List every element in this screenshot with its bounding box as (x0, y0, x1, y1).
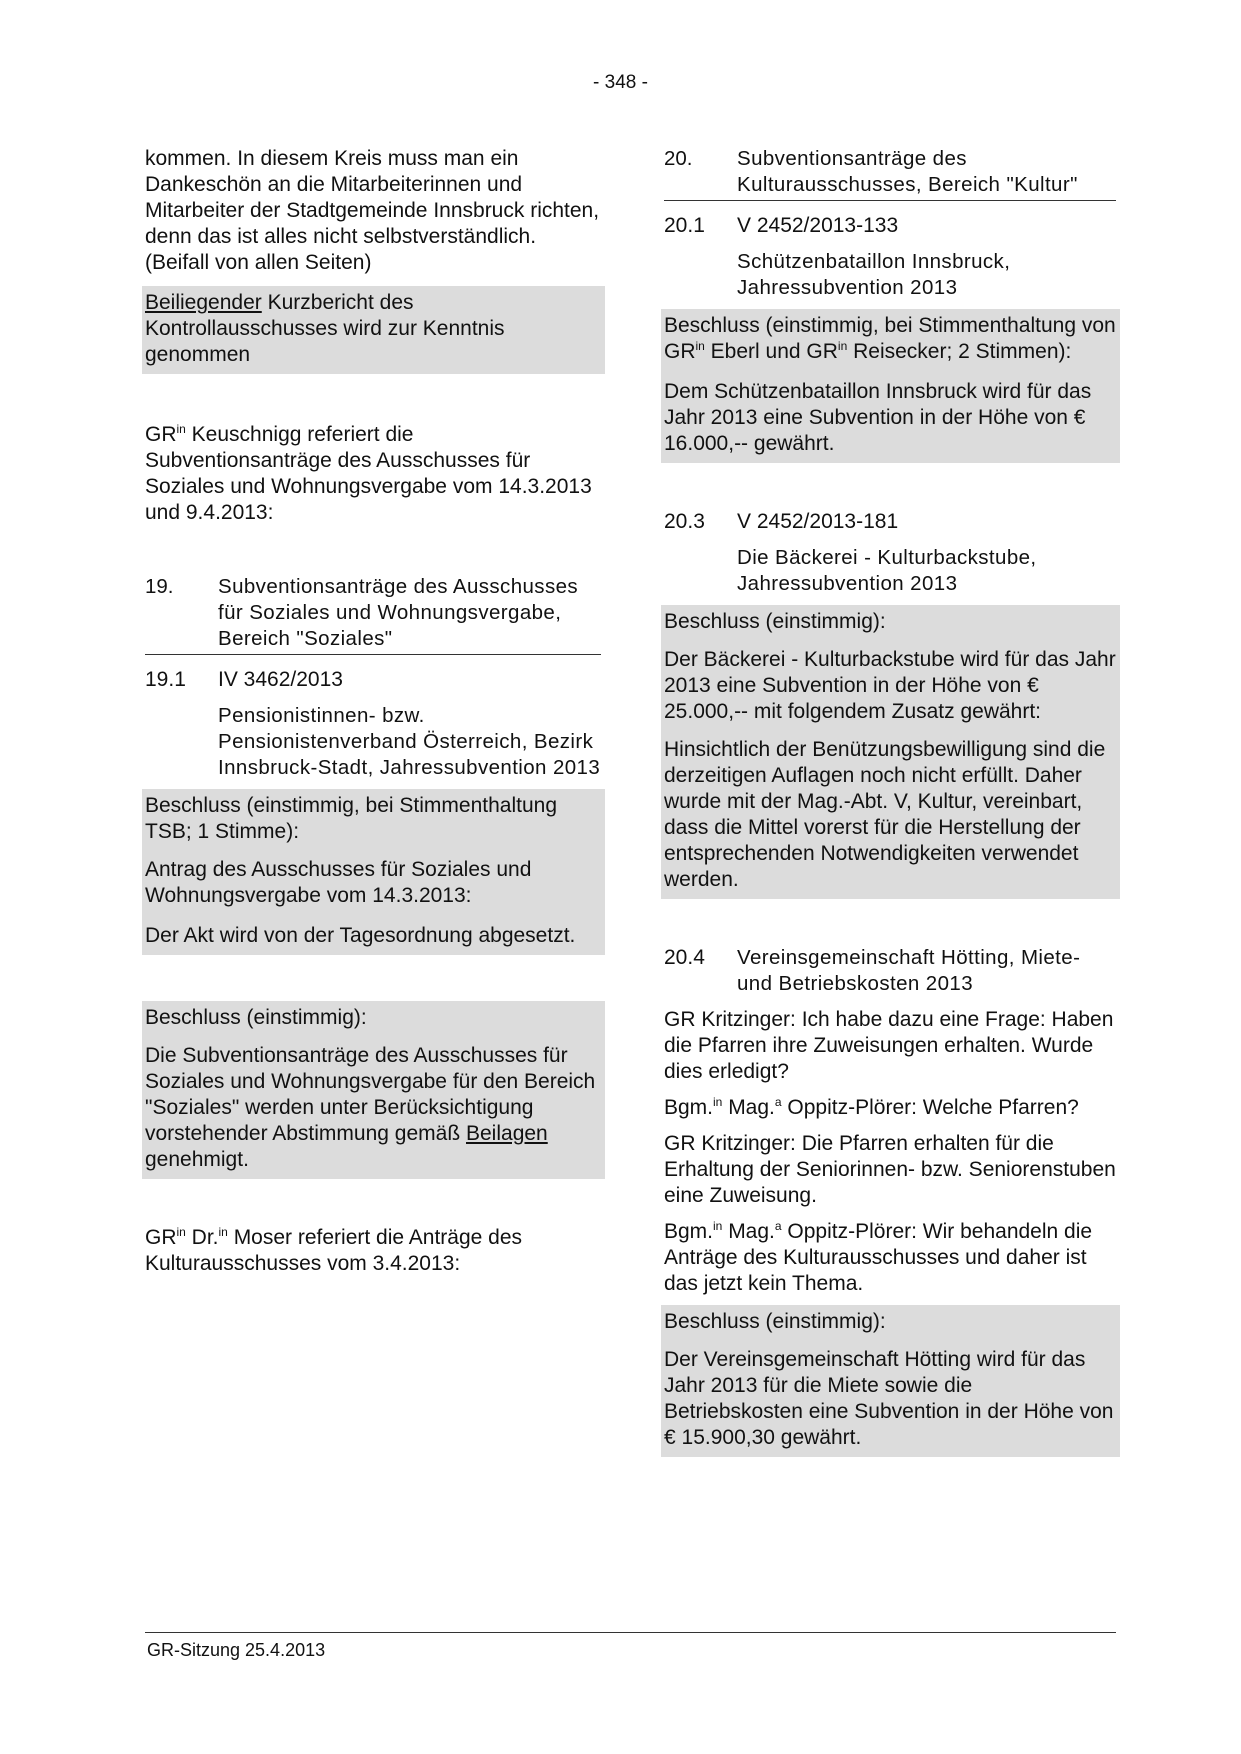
item-20-3-text2: Hinsichtlich der Benützungsbewilligung sind die derzeitigen Auflagen noch nicht erfüllt. Daher wurde mit der Mag.-Abt. V, Kultur, vereinbart, dass die Mittel vorerst für die Herstellung der entsprechenden Notwendigkeiten verwendet werden. (661, 731, 1120, 899)
kontroll-underlined: Beiliegender (145, 291, 262, 314)
item-20-1-text: Dem Schützenbataillon Innsbruck wird für das Jahr 2013 eine Subvention in der Höhe von € 16.000,-- gewährt. (661, 371, 1120, 463)
footer-divider (145, 1632, 1116, 1633)
item-19-1-ref: 19.1 IV 3462/2013 (145, 668, 343, 691)
left-column (145, 146, 601, 1277)
intro-paragraph: kommen. In diesem Kreis muss man ein Dankeschön an die Mitarbeiterinnen und Mitarbeiter der Stadtgemeinde Innsbruck richten, denn das ist alles nicht selbstverständlich. (Beifall von allen Seiten) (145, 147, 600, 274)
section-19-beschluss-text: Die Subventionsanträge des Ausschusses für Soziales und Wohnungsvergabe für den Bereich "Soziales" werden unter Berücksichtigung vorstehender Abstimmung gemäß Beilagen genehmigt. (142, 1037, 605, 1179)
discussion-kritzinger-2: GR Kritzinger: Die Pfarren erhalten für die Erhaltung der Seniorinnen- bzw. Seniorenstuben eine Zuweisung. (664, 1132, 1116, 1207)
kontroll-note: Beiliegender Kurzbericht des Kontrollausschusses wird zur Kenntnis genommen (142, 286, 605, 374)
discussion-kritzinger-1: GR Kritzinger: Ich habe dazu eine Frage: Haben die Pfarren ihre Zuweisungen erhalten. Wurde dies erledigt? (664, 1008, 1114, 1083)
section-19-beschluss: Beschluss (einstimmig): (142, 1001, 605, 1037)
discussion-oppitz-2: Bgm.$^{in}$ Mag.$^a$ Oppitz-Plörer: Wir behandeln die Anträge des Kulturausschusses und daher ist das jetzt kein Thema. (664, 1219, 1093, 1295)
item-19-1-title: Pensionistinnen- bzw. Pensionistenverband Österreich, Bezirk Innsbruck-Stadt, Jahressubvention 2013 (218, 704, 601, 779)
item-20-3-ref: 20.3 V 2452/2013-181 (664, 510, 899, 533)
item-20-1-title: Schützenbataillon Innsbruck, Jahressubvention 2013 (737, 250, 1011, 299)
section-20-heading: 20. Subventionsanträge des Kulturausschusses, Bereich "Kultur" (664, 146, 1116, 201)
item-19-1-antrag: Antrag des Ausschusses für Soziales und Wohnungsvergabe vom 14.3.2013: (142, 851, 605, 915)
beilagen-link: Beilagen (466, 1122, 548, 1145)
item-20-1-ref: 20.1 V 2452/2013-133 (664, 214, 899, 237)
item-20-3-beschluss: Beschluss (einstimmig): (661, 605, 1120, 641)
item-19-1-akt: Der Akt wird von der Tagesordnung abgesetzt. (142, 915, 605, 955)
referral-moser: $GR^{in}$ Dr.$^{in}$ Moser referiert die Anträge des Kulturausschusses vom 3.4.2013: (145, 1225, 523, 1275)
page-number: - 348 - (593, 72, 648, 93)
item-20-3-text1: Der Bäckerei - Kulturbackstube wird für das Jahr 2013 eine Subvention in der Höhe von € 25.000,-- mit folgendem Zusatz gewährt: (661, 641, 1120, 731)
discussion-oppitz-1: Bgm.$^{in}$ Mag.$^a$ Oppitz-Plörer: Welche Pfarren? (664, 1095, 1079, 1119)
footer-text: GR-Sitzung 25.4.2013 (147, 1640, 326, 1660)
item-20-4-beschluss: Beschluss (einstimmig): (661, 1305, 1120, 1341)
section-19-heading: 19. Subventionsanträge des Ausschusses für Soziales und Wohnungsvergabe, Bereich "Soziales" (145, 574, 601, 655)
item-19-1-beschluss: Beschluss (einstimmig, bei Stimmenthaltung TSB; 1 Stimme): (142, 789, 605, 851)
item-20-4-text: Der Vereinsgemeinschaft Hötting wird für das Jahr 2013 für die Miete sowie die Betriebskosten eine Subvention in der Höhe von € 15.900,30 gewährt. (661, 1341, 1120, 1457)
item-20-4-heading: 20.4 Vereinsgemeinschaft Hötting, Miete- und Betriebskosten 2013 (664, 946, 1081, 995)
item-20-1-beschluss: Beschluss (einstimmig, bei Stimmenthaltung von $GR^{in}$ Eberl und $GR^{in}$ Reisecker; 2 Stimmen): (661, 309, 1120, 371)
item-20-3-title: Die Bäckerei - Kulturbackstube, Jahressubvention 2013 (737, 546, 1037, 595)
referral-keuschnigg: $GR^{in}$ Keuschnigg referiert die Subventionsanträge des Ausschusses für Soziales und Wohnungsvergabe vom 14.3.2013 und 9.4.2013: (145, 422, 592, 524)
right-column (664, 146, 1116, 1457)
